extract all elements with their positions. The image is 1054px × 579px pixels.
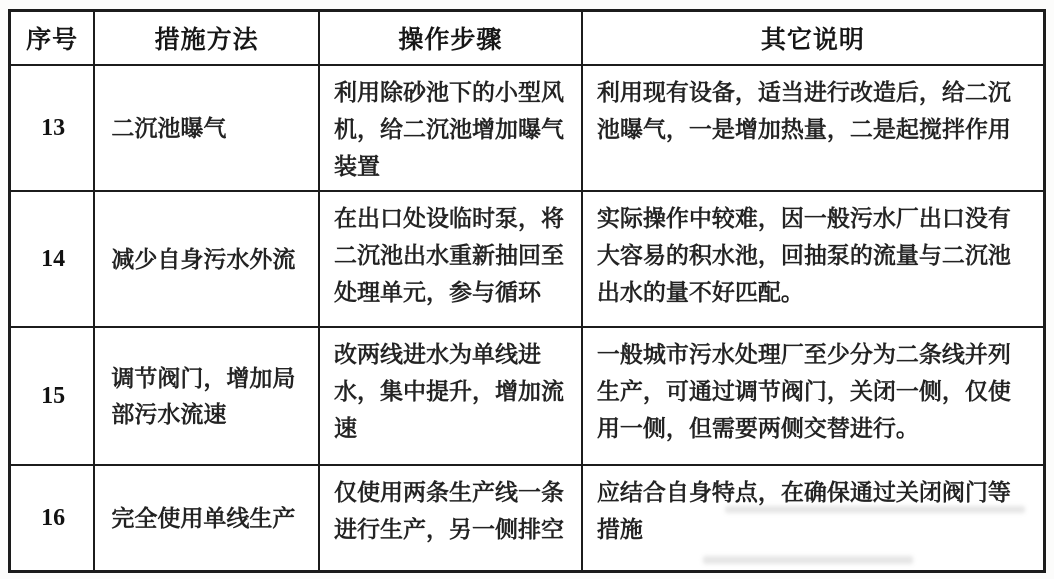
row-number: 13 (10, 65, 95, 191)
header-notes: 其它说明 (582, 11, 1045, 66)
header-no: 序号 (10, 11, 95, 66)
row-number: 16 (10, 465, 95, 571)
method-cell: 调节阀门，增加局部污水流速 (94, 327, 319, 465)
header-steps: 操作步骤 (319, 11, 582, 66)
method-cell: 二沉池曝气 (94, 65, 319, 191)
method-cell: 减少自身污水外流 (94, 191, 319, 327)
steps-cell: 改两线进水为单线进水，集中提升，增加流速 (319, 327, 582, 465)
notes-text: 仅使用两条生产线一条进行生产，另一侧排空 (333, 479, 564, 543)
measures-table (8, 9, 1046, 573)
erased-watermark-smudge (703, 556, 913, 564)
steps-cell: 在出口处设临时泵，将二沉池出水重新抽回至处理单元，参与循环 (319, 191, 582, 327)
notes-text: 应结合自身特点，在确保通过关闭阀门等措施 (596, 479, 1011, 543)
row-number: 15 (10, 327, 95, 465)
table-row (10, 465, 1045, 571)
method-cell: 完全使用单线生产 (94, 465, 319, 571)
notes-cell: 一般城市污水处理厂至少分为二条线并列生产，可通过调节阀门，关闭一侧，仅使用一侧，但需要两侧交替进行。 (582, 327, 1045, 465)
notes-cell: 实际操作中较难，因一般污水厂出口没有大容易的积水池，回抽泵的流量与二沉池出水的量不好匹配。 (582, 191, 1045, 327)
notes-cell (582, 465, 1045, 571)
row-number: 14 (10, 191, 95, 327)
table-header-row (10, 11, 1045, 66)
notes-cell: 利用现有设备，适当进行改造后，给二沉池曝气，一是增加热量，二是起搅拌作用 (582, 65, 1045, 191)
table-row (10, 191, 1045, 327)
table-row (10, 65, 1045, 191)
steps-cell (319, 465, 582, 571)
header-method: 措施方法 (94, 11, 319, 66)
table-row (10, 327, 1045, 465)
steps-cell: 利用除砂池下的小型风机，给二沉池增加曝气装置 (319, 65, 582, 191)
erased-watermark-smudge (725, 506, 1025, 513)
